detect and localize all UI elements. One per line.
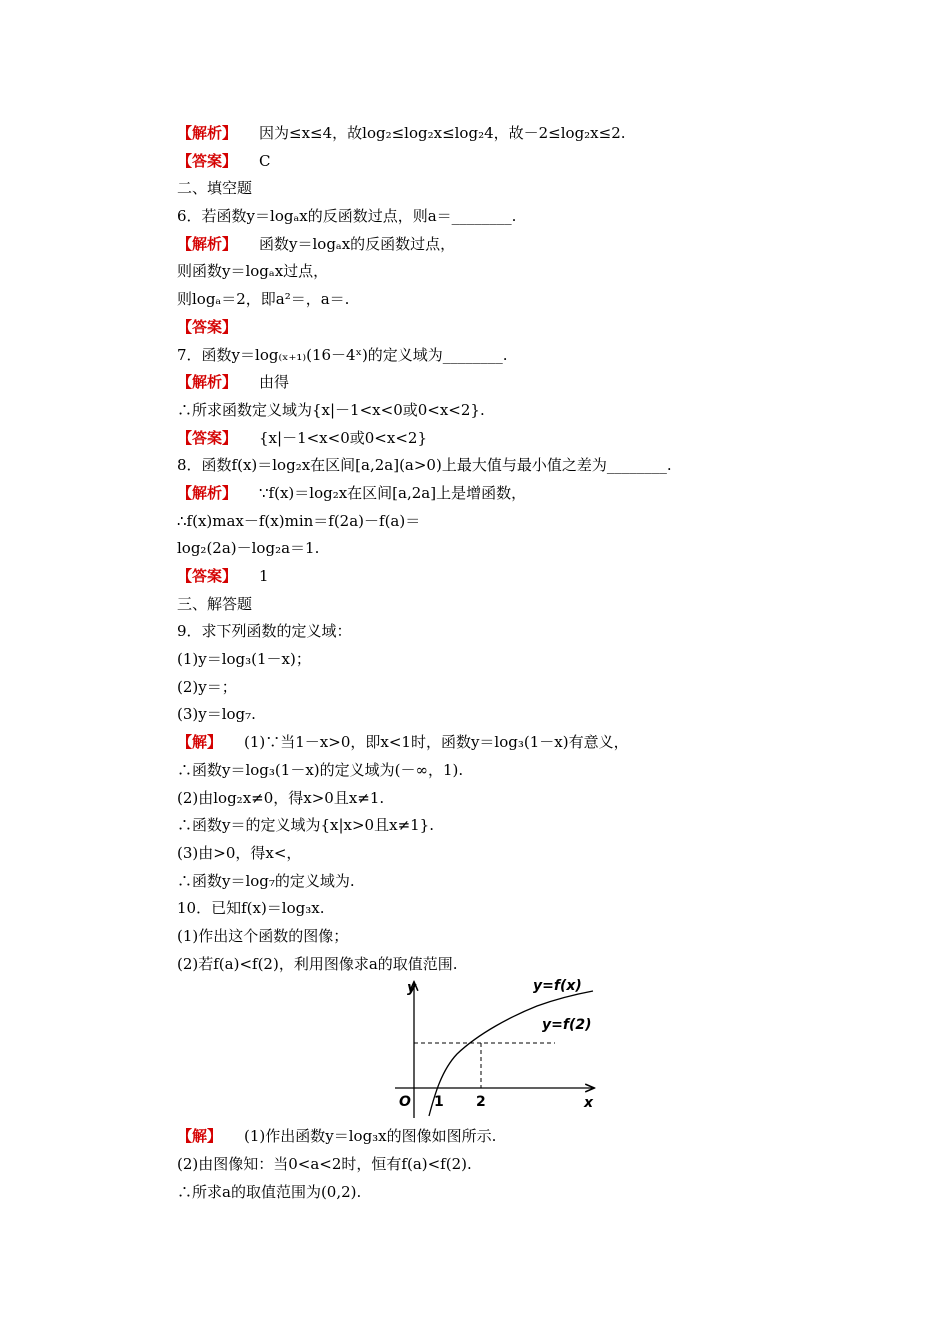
analysis-line-6 <box>177 231 817 259</box>
solution-tag: 【解】 <box>177 1127 223 1146</box>
tick-label-2: 2 <box>476 1094 486 1111</box>
question-9-part-3: (3)y＝log₇. <box>177 705 256 724</box>
answer-line-6 <box>177 314 817 342</box>
solution-line-9 <box>177 729 817 757</box>
section-heading-fill: 二、填空题 <box>177 179 253 198</box>
text: 由得 <box>259 373 290 392</box>
analysis-6-step: 则logₐ＝2，即a²＝，a＝. <box>177 290 350 309</box>
question-10-part-2: (2)若f(a)<f(2)，利用图像求a的取值范围. <box>177 954 458 973</box>
question-7: 7．函数y＝log₍ₓ₊₁₎(16－4ˣ)的定义域为________. <box>177 345 508 364</box>
analysis-8-step: ∴f(x)max－f(x)min＝f(2a)－f(a)＝ <box>177 511 421 530</box>
text: (1)作出函数y＝log₃x的图像如图所示. <box>244 1127 497 1146</box>
answer-line-7 <box>177 425 817 453</box>
analysis-line-5 <box>177 120 817 148</box>
solution-line-10 <box>177 1123 817 1151</box>
question-9-part-2: (2)y＝； <box>177 677 237 696</box>
solution-9-step: (3)由>0，得x<， <box>177 843 302 862</box>
question-9: 9．求下列函数的定义域： <box>177 622 352 641</box>
solution-9-step: (2)由log₂x≠0，得x>0且x≠1. <box>177 788 385 807</box>
analysis-tag: 【解析】 <box>177 483 238 502</box>
solution-10-step: ∴所求a的取值范围为(0,2). <box>177 1182 362 1201</box>
text: (1)∵当1－x>0，即x<1时，函数y＝log₃(1－x)有意义， <box>244 733 629 752</box>
text: 1 <box>259 567 269 585</box>
question-10: 10．已知f(x)＝log₃x. <box>177 899 325 918</box>
solution-9-step: ∴函数y＝log₃(1－x)的定义域为(－∞，1). <box>177 760 464 779</box>
solution-tag: 【解】 <box>177 733 223 752</box>
text: ∵f(x)＝log₂x在区间[a,2a]上是增函数， <box>259 483 527 502</box>
document-body <box>177 120 817 1206</box>
question-10-part-1: (1)作出这个函数的图像； <box>177 926 349 945</box>
text: 函数y＝logₐx的反函数过点， <box>259 234 456 253</box>
question-9-part-1: (1)y＝log₃(1－x)； <box>177 650 311 669</box>
analysis-line-8 <box>177 480 817 508</box>
log-graph-svg <box>387 978 597 1123</box>
solution-9-step: ∴函数y＝log₇的定义域为. <box>177 871 355 890</box>
x-axis-label: x <box>584 1095 594 1112</box>
analysis-8-step: log₂(2a)－log₂a＝1. <box>177 539 320 558</box>
text: 因为≤x≤4，故log₂≤log₂x≤log₂4，故－2≤log₂x≤2. <box>259 124 626 142</box>
answer-tag: 【答案】 <box>177 317 238 336</box>
solution-10-step: (2)由图像知：当0<a<2时，恒有f(a)<f(2). <box>177 1155 472 1173</box>
curve-label: y=f(x) <box>533 978 582 995</box>
analysis-6-step: 则函数y＝logₐx过点， <box>177 262 329 281</box>
log-graph-figure <box>387 978 597 1123</box>
answer-line-8 <box>177 563 817 591</box>
analysis-7-step: ∴所求函数定义域为{x|－1<x<0或0<x<2}. <box>177 400 485 419</box>
answer-tag: 【答案】 <box>177 567 238 585</box>
question-8: 8．函数f(x)＝log₂x在区间[a,2a](a>0)上最大值与最小值之差为________. <box>177 456 672 475</box>
text: C <box>259 151 271 170</box>
answer-tag: 【答案】 <box>177 428 238 447</box>
section-heading-solve: 三、解答题 <box>177 594 253 613</box>
analysis-line-7 <box>177 369 817 397</box>
answer-tag: 【答案】 <box>177 151 238 170</box>
analysis-tag: 【解析】 <box>177 373 238 392</box>
text: {x|－1<x<0或0<x<2} <box>259 428 427 447</box>
tick-label-1: 1 <box>434 1094 444 1111</box>
analysis-tag: 【解析】 <box>177 234 238 253</box>
y-axis-label: y <box>407 980 417 997</box>
analysis-tag: 【解析】 <box>177 124 238 142</box>
question-6: 6．若函数y＝logₐx的反函数过点，则a＝________. <box>177 207 517 226</box>
solution-9-step: ∴函数y＝的定义域为{x|x>0且x≠1}. <box>177 816 434 835</box>
level-label: y=f(2) <box>542 1017 592 1034</box>
answer-line-5 <box>177 148 817 176</box>
origin-label: O <box>399 1094 411 1111</box>
log-curve <box>429 991 593 1116</box>
